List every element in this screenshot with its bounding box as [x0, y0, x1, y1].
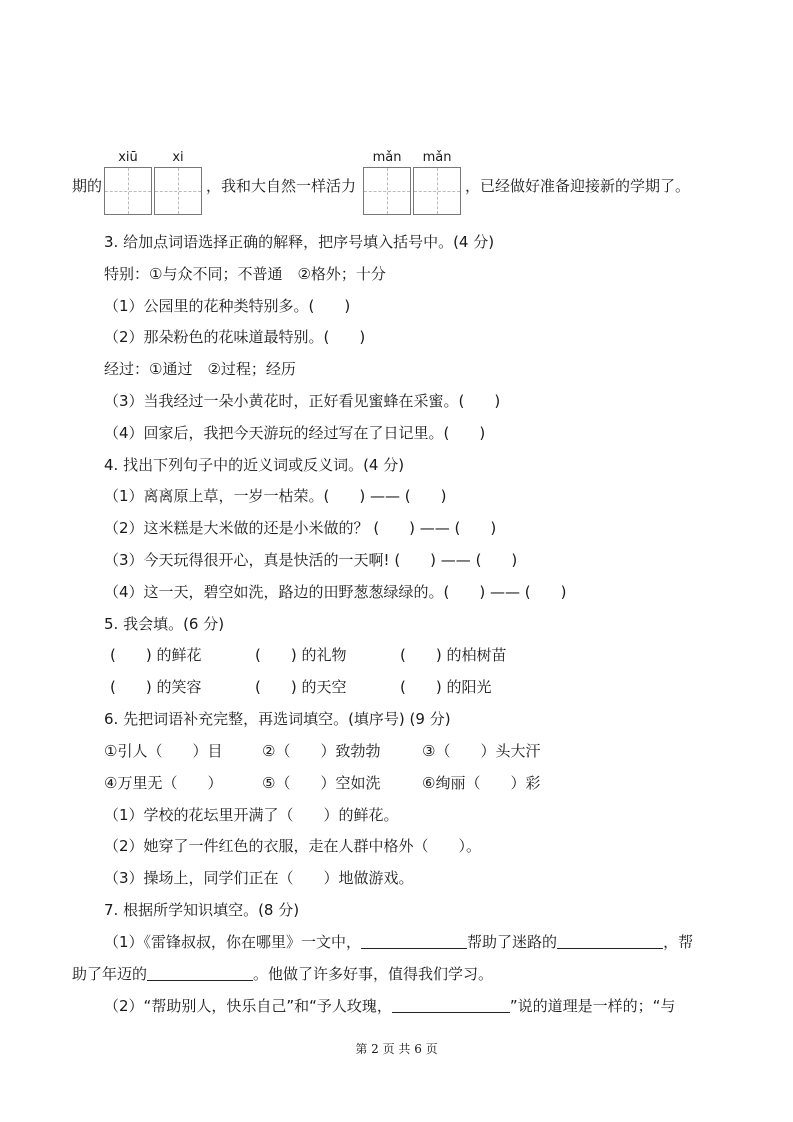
question-4-item-4: （4）这一天，碧空如洗，路边的田野葱葱绿绿的。( ) —— ( ) — [104, 583, 567, 601]
pinyin-label: mǎn — [372, 150, 402, 165]
sentence-middle: ，我和大自然一样活力 — [206, 177, 357, 195]
page-number: 第 2 页 共 6 页 — [355, 1042, 438, 1056]
definition-tebie: 特别：①与众不同；不普通 ②格外；十分 — [104, 265, 386, 283]
writing-grid-box[interactable] — [154, 167, 202, 215]
sentence-suffix: ，已经做好准备迎接新的学期了。 — [465, 177, 691, 195]
question-6-item-1: （1）学校的花坛里开满了（ ）的鲜花。 — [104, 806, 399, 824]
pinyin-label: xi — [172, 150, 184, 165]
fill-phrase: ( ) 的鲜花 — [110, 646, 202, 664]
text-segment: （1）《雷锋叔叔，你在哪里》一文中， — [104, 933, 362, 951]
question-5-title: 5. 我会填。(6 分) — [104, 615, 225, 633]
pinyin-label: mǎn — [422, 150, 452, 165]
question-3-title: 3. 给加点词语选择正确的解释，把序号填入括号中。(4 分) — [104, 233, 495, 251]
question-4-item-3: （3）今天玩得很开心，真是快活的一天啊! ( ) —— ( ) — [104, 551, 518, 569]
writing-grid-box[interactable] — [363, 167, 411, 215]
fill-phrase: ( ) 的阳光 — [400, 678, 492, 696]
definition-jingguo: 经过：①通过 ②过程；经历 — [104, 360, 296, 378]
question-4-item-2: （2）这米糕是大米做的还是小米做的？ ( ) —— ( ) — [104, 519, 497, 537]
question-7-item-2 — [104, 996, 675, 1016]
question-4-item-1: （1）离离原上草，一岁一枯荣。( ) —— ( ) — [104, 487, 447, 505]
fill-phrase: ( ) 的礼物 — [255, 646, 347, 664]
pinyin-label: xiū — [118, 150, 138, 165]
idiom-item: ④万里无（ ） — [104, 774, 223, 792]
question-4-title: 4. 找出下列句子中的近义词或反义词。(4 分) — [104, 456, 405, 474]
question-6-item-3: （3）操场上，同学们正在（ ）地做游戏。 — [104, 869, 414, 887]
fill-phrase: ( ) 的笑容 — [110, 678, 202, 696]
idiom-item: ⑤（ ）空如洗 — [262, 774, 381, 792]
answer-blank[interactable] — [557, 932, 663, 949]
answer-blank[interactable] — [361, 932, 467, 949]
question-7-title: 7. 根据所学知识填空。(8 分) — [104, 901, 300, 919]
question-7-item-1 — [104, 932, 693, 952]
text-segment: 帮助了迷路的 — [467, 933, 558, 951]
writing-grid-box[interactable] — [413, 167, 461, 215]
idiom-item: ③（ ）头大汗 — [422, 742, 541, 760]
idiom-item: ⑥绚丽（ ）彩 — [422, 774, 541, 792]
question-3-item-2: （2）那朵粉色的花味道最特别。( ) — [104, 328, 366, 346]
idiom-item: ②（ ）致勃勃 — [262, 742, 381, 760]
idiom-item: ①引人（ ）目 — [104, 742, 223, 760]
question-3-item-1: （1）公园里的花种类特别多。( ) — [104, 297, 351, 315]
fill-phrase: ( ) 的柏树苗 — [400, 646, 507, 664]
fill-phrase: ( ) 的天空 — [255, 678, 347, 696]
text-segment: ”说的道理是一样的；“与 — [509, 997, 676, 1015]
text-segment: 助了年迈的 — [72, 965, 148, 983]
question-3-item-3: （3）当我经过一朵小黄花时，正好看见蜜蜂在采蜜。( ) — [104, 392, 501, 410]
text-segment: （2）“帮助别人，快乐自己”和“予人玫瑰， — [104, 997, 392, 1015]
answer-blank[interactable] — [392, 996, 510, 1013]
question-3-item-4: （4）回家后，我把今天游玩的经过写在了日记里。( ) — [104, 424, 486, 442]
writing-grid-box[interactable] — [104, 167, 152, 215]
question-7-item-1-cont — [72, 964, 493, 984]
sentence-prefix: 期的 — [72, 177, 103, 195]
text-segment: 。他做了许多好事，值得我们学习。 — [253, 965, 494, 983]
answer-blank[interactable] — [147, 964, 253, 981]
question-6-title: 6. 先把词语补充完整，再选词填空。(填序号) (9 分) — [104, 710, 451, 728]
question-6-item-2: （2）她穿了一件红色的衣服，走在人群中格外（ ）。 — [104, 837, 482, 855]
text-segment: ，帮 — [663, 933, 694, 951]
